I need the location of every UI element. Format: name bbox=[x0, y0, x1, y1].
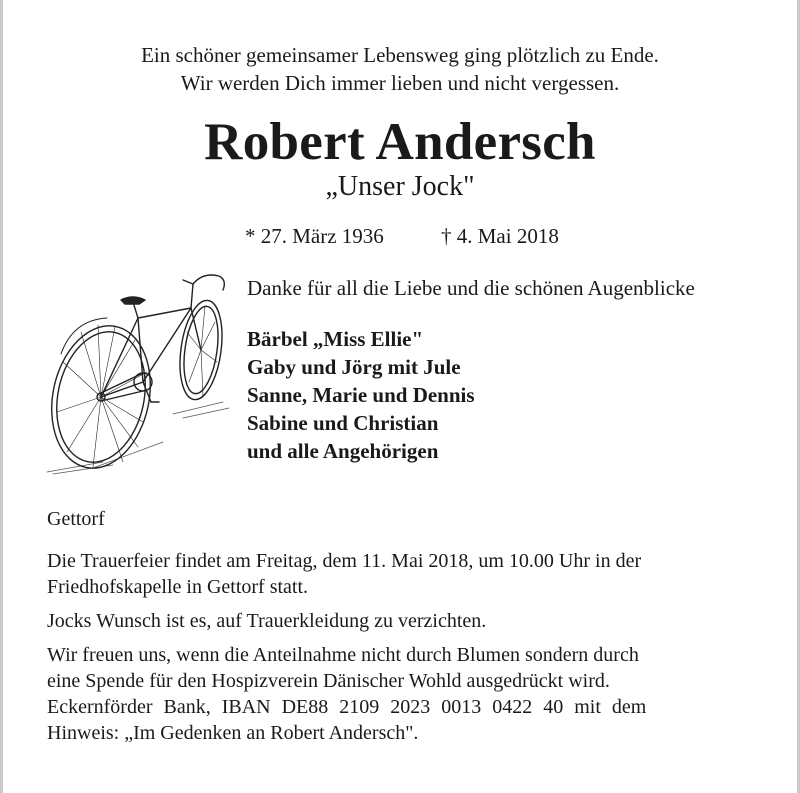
mourner-5: und alle Angehörigen bbox=[247, 439, 439, 463]
dress-wish: Jocks Wunsch ist es, auf Trauerkleidung zu verzichten. bbox=[47, 610, 487, 632]
intro-line-2: Wir werden Dich immer lieben und nicht vergessen. bbox=[180, 71, 620, 95]
thanks-line: Danke für all die Liebe und die schönen Augenblicke bbox=[247, 276, 695, 300]
mourner-4: Sabine und Christian bbox=[247, 411, 439, 435]
donation-info bbox=[47, 642, 753, 746]
death-date: † 4. Mai 2018 bbox=[441, 224, 559, 248]
deceased-nickname: „Unser Jock" bbox=[325, 171, 475, 202]
notice-body bbox=[47, 506, 753, 746]
funeral-line-2: Friedhofskapelle in Gettorf statt. bbox=[47, 576, 309, 598]
funeral-info bbox=[47, 548, 753, 600]
bicycle-sketch-icon bbox=[43, 262, 233, 477]
donation-line-2: eine Spende für den Hospizverein Dänischer Wohld ausgedrückt wird. bbox=[47, 670, 610, 692]
mourner-1: Bärbel „Miss Ellie" bbox=[247, 327, 424, 351]
mourner-2: Gaby und Jörg mit Jule bbox=[247, 355, 461, 379]
donation-line-1: Wir freuen uns, wenn die Anteilnahme nicht durch Blumen sondern durch bbox=[47, 644, 639, 666]
place-name: Gettorf bbox=[47, 508, 105, 530]
intro-verse bbox=[3, 41, 797, 97]
mourner-3: Sanne, Marie und Dennis bbox=[247, 383, 475, 407]
donation-line-4: Hinweis: „Im Gedenken an Robert Andersch". bbox=[47, 722, 419, 744]
deceased-name: Robert Andersch bbox=[204, 113, 596, 171]
birth-date: * 27. März 1936 bbox=[245, 224, 384, 248]
donation-line-3: Eckernförder Bank, IBAN DE88 2109 2023 0013 0422 40 mit dem bbox=[47, 696, 647, 718]
funeral-line-1: Die Trauerfeier findet am Freitag, dem 11. Mai 2018, um 10.00 Uhr in der bbox=[47, 550, 642, 572]
life-dates bbox=[245, 222, 559, 250]
intro-line-1: Ein schöner gemeinsamer Lebensweg ging plötzlich zu Ende. bbox=[141, 43, 659, 67]
mourners-list bbox=[247, 325, 475, 465]
